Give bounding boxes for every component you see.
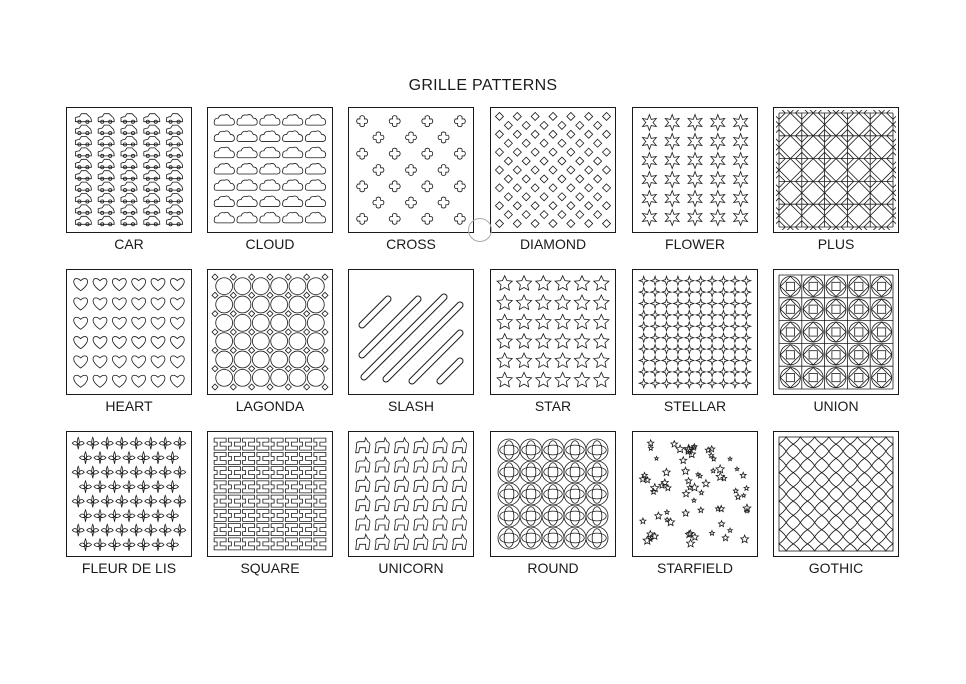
pattern-label: DIAMOND [519,236,587,252]
pattern-tile [490,107,616,252]
page-title: GRILLE PATTERNS [408,77,558,94]
pattern-tile [348,269,474,414]
pattern-label: UNICORN [378,560,444,576]
pattern-label: LAGONDA [235,398,305,414]
pattern-tile [632,107,758,252]
cross-icon [348,107,474,233]
pattern-tile [207,431,333,576]
pattern-label: ROUND [527,560,579,576]
pattern-label: FLEUR DE LIS [81,560,177,576]
round-icon [490,431,616,557]
stellar-icon [632,269,758,395]
starfield-icon [632,431,758,557]
pattern-label: STELLAR [663,398,727,414]
pattern-tile [490,431,616,576]
pattern-tile [66,431,192,576]
cursor-indicator [468,218,492,242]
diamond-icon [490,107,616,233]
cloud-icon [207,107,333,233]
pattern-label: CROSS [386,236,436,252]
pattern-label: HEART [105,398,153,414]
pattern-tile [66,107,192,252]
pattern-tile [207,269,333,414]
heart-icon [66,269,192,395]
pattern-label: SLASH [388,398,434,414]
pattern-label: SQUARE [240,560,300,576]
square-maze-icon [207,431,333,557]
pattern-label: CLOUD [245,236,295,252]
pattern-label: FLOWER [665,236,725,252]
pattern-tile [66,269,192,414]
pattern-tile [773,107,899,252]
pattern-tile [773,269,899,414]
pattern-tile [490,269,616,414]
pattern-label: STARFIELD [657,560,733,576]
star-icon [490,269,616,395]
pattern-tile [773,431,899,576]
pattern-tile [632,431,758,576]
pattern-label: PLUS [817,236,855,252]
lagonda-icon [207,269,333,395]
gothic-icon [773,431,899,557]
pattern-tile [207,107,333,252]
plus-lattice-icon [773,107,899,233]
fleur-de-lis-icon [66,431,192,557]
pattern-tile [348,431,474,576]
car-icon [66,107,192,233]
pattern-label: STAR [534,398,572,414]
pattern-label: GOTHIC [808,560,864,576]
pattern-tile [348,107,474,252]
union-icon [773,269,899,395]
pattern-label: UNION [813,398,859,414]
pattern-label: CAR [114,236,144,252]
flower-icon [632,107,758,233]
slash-icon [348,269,474,395]
unicorn-icon [348,431,474,557]
pattern-tile [632,269,758,414]
